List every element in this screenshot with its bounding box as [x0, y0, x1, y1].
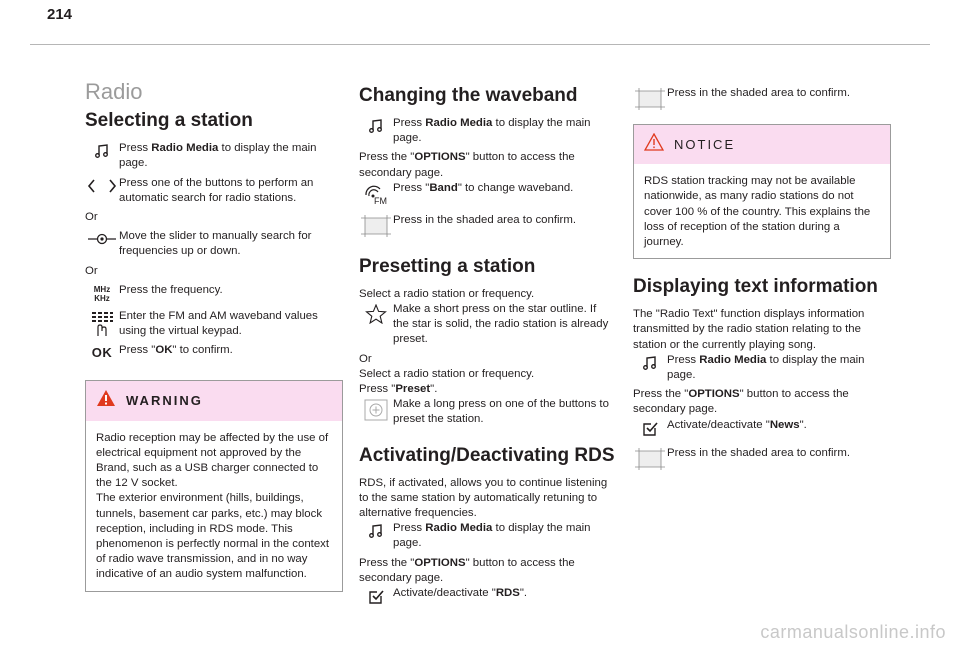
step-confirm: Press in the shaded area to confirm. — [633, 86, 891, 110]
chevron-left-right-icon — [85, 176, 119, 194]
step-keypad: Enter the FM and AM waveband values using the virtual keypad. — [85, 309, 343, 339]
star-outline-icon — [359, 302, 393, 324]
rds-description: RDS, if activated, allows you to continue listening to the same station by automatically retuning to alternative frequencies. — [359, 476, 608, 520]
music-note-icon — [359, 521, 393, 539]
step-options: Press the "OPTIONS" button to access the secondary page. — [633, 388, 849, 416]
notice-text: RDS station tracking may not be available nationwide, as many radio stations do not cover 100 % of the country. This explains the loss of reception of the station during a journey. — [644, 175, 871, 249]
column-2 — [359, 60, 615, 610]
step-band: FM Press "Band" to change waveband. — [359, 181, 615, 205]
music-note-icon — [85, 141, 119, 159]
column-1 — [85, 60, 343, 592]
step-long-press: Make a long press on one of the buttons to preset the station. — [359, 397, 615, 427]
mhz-khz-icon: MHz KHz — [93, 284, 111, 303]
step-confirm: Press in the shaded area to confirm. — [633, 446, 891, 470]
step-star: Make a short press on the star outline. If the star is solid, the radio station is already preset. — [359, 302, 615, 348]
warning-title: WARNING — [126, 393, 203, 409]
notice-title: NOTICE — [674, 137, 736, 152]
shaded-area-icon — [359, 213, 393, 237]
step-auto-search: Press one of the buttons to perform an automatic search for radio stations. — [85, 176, 343, 206]
keypad-icon — [85, 309, 119, 337]
step-radio-media: Press Radio Media to display the main page. — [359, 521, 615, 551]
heading-text-information: Displaying text information — [633, 276, 878, 298]
page-number: 214 — [47, 6, 73, 23]
notice-triangle-icon — [644, 133, 664, 156]
heading-rds: Activating/Deactivating RDS — [359, 444, 615, 466]
or-label: Or — [85, 211, 98, 224]
svg-text:FM: FM — [374, 195, 387, 205]
header-rule — [30, 44, 930, 45]
heading-selecting-station: Selecting a station — [85, 110, 253, 132]
music-note-icon — [359, 116, 393, 134]
heading-presetting-station: Presetting a station — [359, 255, 536, 277]
step-radio-media: Press Radio Media to display the main page. — [359, 116, 615, 146]
shaded-area-icon — [633, 446, 667, 470]
preset-step: Select a radio station or frequency. — [359, 367, 535, 380]
fm-antenna-icon — [359, 181, 393, 205]
step-activate-news: Activate/deactivate "News". — [633, 418, 891, 438]
step-confirm: Press in the shaded area to confirm. — [359, 213, 615, 237]
notice-box — [633, 124, 891, 259]
step-radio-media: Press Radio Media to display the main page. — [633, 353, 891, 383]
step-activate-rds: Activate/deactivate "RDS". — [359, 586, 615, 606]
watermark: carmanualsonline.info — [760, 622, 946, 642]
warning-triangle-icon — [96, 389, 116, 412]
warning-text: Radio reception may be affected by the use of electrical equipment not approved by the Brand, such as a USB charger connected to the 12 V socket. — [96, 431, 329, 490]
column-3 — [633, 60, 891, 474]
checkbox-icon — [359, 586, 393, 606]
step-options: Press the "OPTIONS" button to access the secondary page. — [359, 556, 575, 584]
slider-icon — [85, 229, 119, 247]
shaded-area-icon — [633, 86, 667, 110]
text-info-description: The "Radio Text" function displays information transmitted by the radio station relating to the station or the currently playing song. — [633, 308, 865, 351]
checkbox-icon — [633, 418, 667, 438]
warning-box — [85, 380, 343, 591]
step-options: Press the "OPTIONS" button to access the secondary page. — [359, 151, 575, 179]
preset-add-icon — [359, 397, 393, 421]
section-title: Radio — [85, 79, 143, 104]
preset-step: Press "Preset". — [359, 383, 438, 396]
or-label: Or — [85, 264, 98, 277]
ok-icon: OK — [91, 345, 113, 361]
music-note-icon — [633, 353, 667, 371]
step-slider: Move the slider to manually search for frequencies up or down. — [85, 229, 343, 259]
heading-changing-waveband: Changing the waveband — [359, 85, 578, 106]
or-label: Or — [359, 352, 372, 365]
warning-text-2: The exterior environment (hills, buildings, tunnels, basement car parks, etc.) may block reception, including in RDS mode. This phenomenon is perfectly normal in the context of radio wave transmission, and in no way indicative of an audio system malfunction. — [96, 492, 330, 581]
preset-step: Select a radio station or frequency. — [359, 287, 535, 300]
step-ok: OK Press "OK" to confirm. — [85, 343, 343, 360]
step-frequency: MHz KHz Press the frequency. — [85, 283, 343, 303]
step-radio-media: Press Radio Media to display the main page. — [85, 141, 343, 171]
